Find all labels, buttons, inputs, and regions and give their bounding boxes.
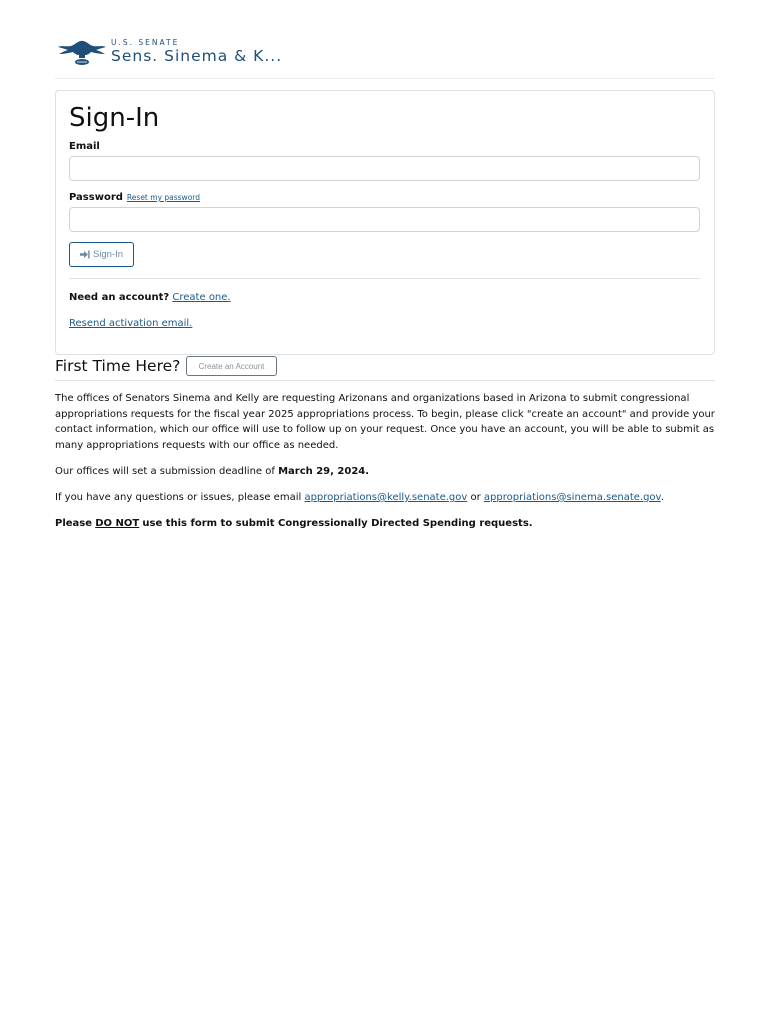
intro-paragraph: The offices of Senators Sinema and Kelly are requesting Arizonans and organizations based in Arizona to submit congressional appropriations requests for the fiscal year 2025 appropriations process. To begin, please click "create an account" and provide your contact information, which our office will use to follow up on your request. Once you have an account, you will be able to submit as many appropriations requests with our office as needed.	[55, 393, 715, 451]
first-time-heading: First Time Here?	[55, 357, 181, 375]
signin-button[interactable]	[69, 242, 134, 267]
email-label: Email	[69, 141, 100, 152]
org-name: Sens. Sinema & K...	[111, 47, 283, 65]
create-one-link[interactable]: Create one.	[172, 292, 231, 303]
password-field[interactable]	[69, 207, 700, 232]
period-text: .	[660, 492, 664, 503]
first-time-section	[55, 354, 715, 381]
sinema-email-link[interactable]: appropriations@sinema.senate.gov	[483, 492, 661, 503]
org-small-label: U.S. SENATE	[111, 38, 180, 47]
create-account-button[interactable]: Create an Account	[186, 356, 277, 376]
questions-paragraph	[55, 490, 715, 506]
warning-prefix: Please	[55, 518, 93, 529]
deadline-paragraph	[55, 464, 715, 480]
resend-activation-link[interactable]: Resend activation email.	[69, 318, 193, 329]
signin-title: Sign-In	[69, 103, 160, 133]
password-label: Password	[69, 192, 123, 203]
deadline-date: March 29, 2024.	[278, 466, 370, 477]
or-text: or	[470, 492, 481, 503]
signin-button-label: Sign-In	[92, 249, 124, 260]
kelly-email-link[interactable]: appropriations@kelly.senate.gov	[304, 492, 468, 503]
password-label-row	[69, 192, 200, 203]
warning-rest: use this form to submit Congressionally Directed Spending requests.	[142, 518, 533, 529]
questions-prefix: If you have any questions or issues, please email	[55, 492, 302, 503]
reset-password-link[interactable]: Reset my password	[126, 193, 200, 202]
warning-emphasis: DO NOT	[95, 518, 140, 529]
sign-in-icon	[80, 250, 90, 259]
deadline-prefix: Our offices will set a submission deadline of	[55, 466, 275, 477]
content-layer	[55, 0, 715, 1024]
warning-paragraph	[55, 516, 715, 532]
resend-row	[69, 318, 192, 329]
need-account-row	[69, 292, 231, 303]
email-field[interactable]	[69, 156, 700, 181]
need-account-text: Need an account?	[69, 292, 170, 303]
card-divider	[69, 278, 700, 279]
